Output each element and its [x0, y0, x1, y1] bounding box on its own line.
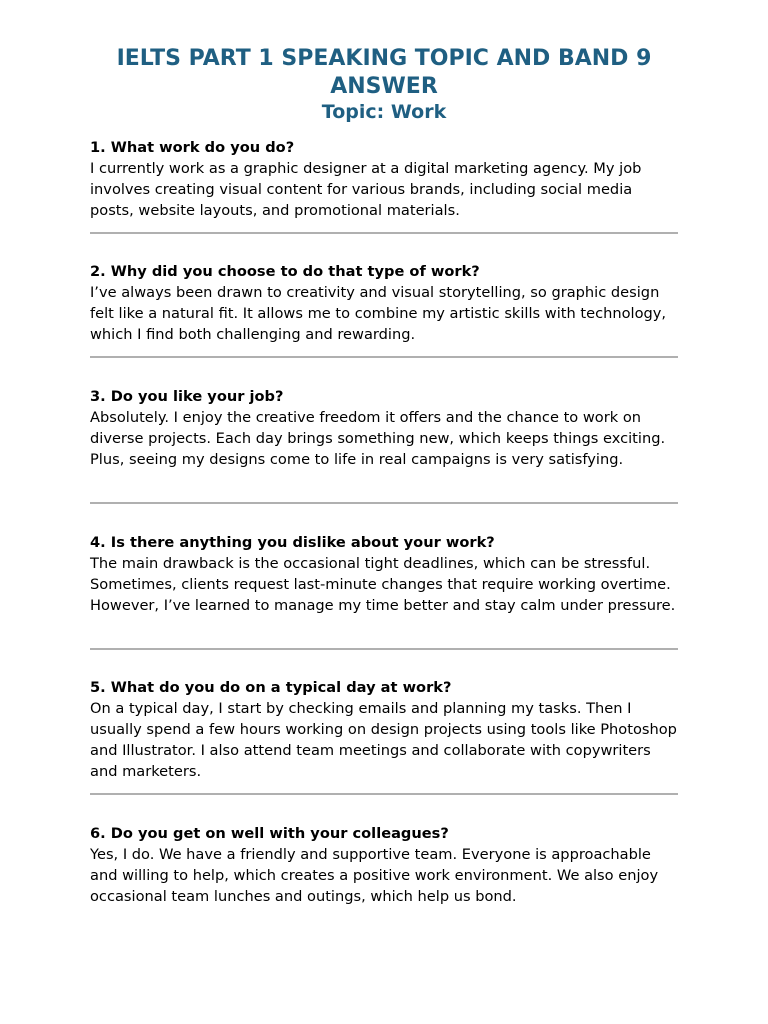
question-1: 1. What work do you do? [90, 139, 295, 156]
divider-3 [90, 502, 678, 504]
divider-5 [90, 793, 678, 795]
question-4: 4. Is there anything you dislike about your work? [90, 534, 495, 551]
question-5: 5. What do you do on a typical day at work? [90, 679, 452, 696]
divider-4 [90, 648, 678, 650]
question-3: 3. Do you like your job? [90, 388, 284, 405]
qa-item-1 [90, 137, 680, 221]
answer-3: Absolutely. I enjoy the creative freedom it offers and the chance to work on diverse projects. Each day brings something new, which keeps things exciting. Plus, seeing my designs come to life in real campaigns is very satisfying. [90, 409, 666, 468]
qa-item-4 [90, 532, 680, 616]
topic-subtitle: Topic: Work [321, 101, 447, 123]
divider-1 [90, 232, 678, 234]
divider-2 [90, 356, 678, 358]
answer-5: On a typical day, I start by checking emails and planning my tasks. Then I usually spend a few hours working on design projects using tools like Photoshop and Illustrator. I also attend team meetings and collaborate with copywriters and marketers. [90, 700, 677, 780]
answer-2: I’ve always been drawn to creativity and visual storytelling, so graphic design felt like a natural fit. It allows me to combine my artistic skills with technology, which I find both challenging and rewarding. [90, 284, 667, 343]
qa-item-3 [90, 386, 680, 470]
qa-item-6 [90, 823, 680, 907]
answer-6: Yes, I do. We have a friendly and supportive team. Everyone is approachable and willing to help, which creates a positive work environment. We also enjoy occasional team lunches and outings, which help us bond. [90, 846, 659, 905]
question-2: 2. Why did you choose to do that type of work? [90, 263, 480, 280]
question-6: 6. Do you get on well with your colleagues? [90, 825, 449, 842]
document-title: IELTS PART 1 SPEAKING TOPIC AND BAND 9 ANSWER [116, 46, 652, 99]
answer-1: I currently work as a graphic designer at a digital marketing agency. My job involves creating visual content for various brands, including social media posts, website layouts, and promotional materials. [90, 160, 642, 219]
qa-item-5 [90, 677, 680, 782]
answer-4: The main drawback is the occasional tight deadlines, which can be stressful. Sometimes, clients request last-minute changes that require working overtime. However, I’ve learned to manage my time better and stay calm under pressure. [90, 555, 676, 614]
qa-item-2 [90, 261, 680, 345]
